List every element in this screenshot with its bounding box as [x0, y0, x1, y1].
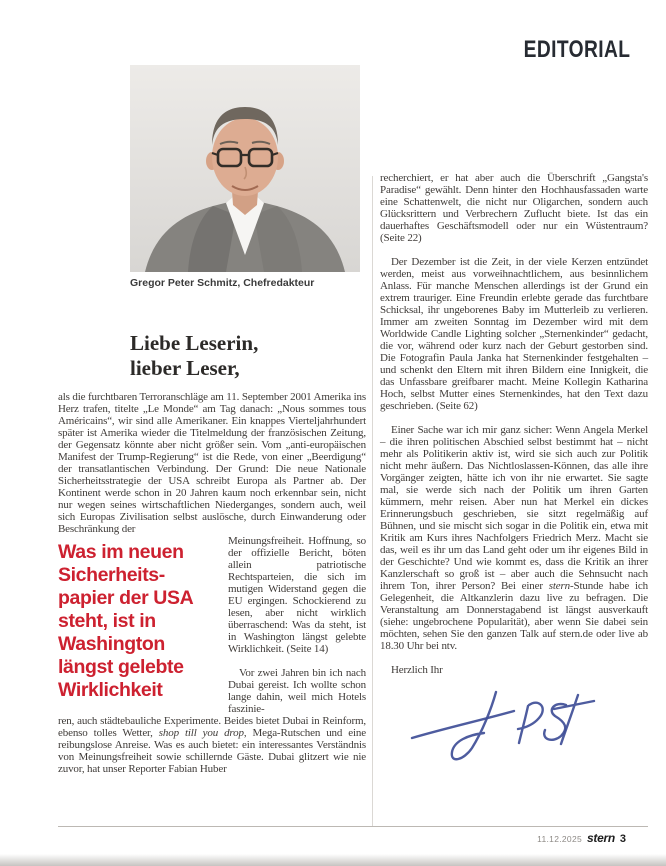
footer-rule — [58, 826, 648, 827]
paragraph-dubai — [58, 715, 366, 775]
signature-stroke — [518, 703, 543, 743]
salutation-line-1: Liebe Leserin, — [130, 331, 259, 355]
pull-quote-line: Was im neuen — [58, 541, 184, 563]
pull-quote-line: Washington — [58, 633, 165, 655]
pull-quote-line: längst gelebte — [58, 656, 184, 678]
pull-quote — [58, 535, 228, 715]
pullquote-row — [58, 535, 366, 715]
paragraph-usa-strategy: als die furchtbaren Terroranschläge am 11. September 2001 Amerika ins Herz trafen, titelte „Le Monde“ am Tag danach: „Nous sommes tous Américains“, wir sind alle Amerikaner. Ein knappes Vierteljahrhundert später ist Amerika wieder die Titelmeldung der französischen Zeitung, der Gegensatz könnte aber nicht größer sein. Vom „anti-europäischen Manifest der Trump-Regierung“ ist die Rede, von einer „Beerdigung“ der transatlantischen Verbindung. Der Grund: Die neue Nationale Sicherheitsstrategie der USA schreibt Europa als Partner ab. Der Kontinent werde schon in 20 Jahren kaum noch erkennbar sein, nicht nur wegen seines wirtschaftlichen Niederganges, sondern auch, weil sich Europas Zivilisation selbst auslösche, durch Einwanderung oder Beschränkung der — [58, 391, 366, 535]
paragraph-dubai-text-2: , Mega-Rutschen und eine reibungslose Anreise. Was es auch bietet: ein interessantes Verständnis von Meinungsfreiheit sowie schillernde Gäste. Dubai glitzert wie nie zuvor, hat unser Reporter Fabian Huber — [58, 727, 367, 775]
page-footer — [537, 831, 626, 845]
footer-brand: stern — [587, 831, 615, 845]
italic-word-stern: stern — [548, 580, 570, 592]
salutation-line-2: lieber Leser, — [130, 356, 240, 380]
section-label: EDITORIAL — [523, 36, 630, 63]
paragraph-merkel-text-1: Einer Sache war ich mir ganz sicher: Wenn Angela Merkel – die ihren politischen Abschied selbst bestimmt hat – nicht mehr als Politikerin aktiv ist, wird sie sich auch zur Politik nicht mehr äußern. Das Nichtloslassen-Können, das alle ihre Vorgänger zeigten, hätte ich von ihr nie erwartet. Sie sagte mal, sie werde sich nach der Politik um ihren Garten kümmern, mehr reisen. Aber nun hat Merkel ein dickes Erinnerungsbuch geschrieben, sie sitzt regelmäßig auf Bühnen, und sie mischt sich sogar in die Politik ein, etwa mit Kritik am Kurs ihres Nachfolgers Friedrich Merz. Macht sie das, weil es ihr um das Land geht oder um ihr eigenes Bild in der Geschichte? Und wie kommt es, dass die Kritik an ihrer Kanzlerschaft so groß ist – aber auch die Sehnsucht nach ihrem Ton, ihrer Person? Bei einer — [380, 424, 648, 592]
closing-line: Herzlich Ihr — [391, 664, 443, 676]
pull-quote-line: Sicherheits- — [58, 564, 165, 586]
pull-quote-line: steht, ist in — [58, 610, 156, 632]
paragraph-dubai-end: recherchiert, er hat aber auch die Überschrift „Gangsta's Paradise“ gewählt. Denn hinter den Hochhausfassaden warte eine Schattenwelt, die nicht nur Oligarchen, sondern auch Glücksrittern und Verbrechern Zuflucht biete. Ist das ein dauerhaftes Geschäftsmodell oder nur ein Wüstentraum? (Seite 22) — [380, 172, 648, 244]
wrapped-text-column — [228, 535, 366, 715]
left-column — [58, 331, 366, 775]
paragraph-usa-continued: Meinungsfreiheit. Hoffnung, so der offizielle Bericht, böten allein patriotische Rechtsparteien, die sich im mutigen Widerstand gegen die EU ergingen. Schockierend zu lesen, aber nicht wirklich überraschend: Was da steht, ist in Washington längst gelebte Wirklichkeit. (Seite 14) — [228, 535, 366, 655]
portrait-photo — [130, 65, 360, 272]
paragraph-sternenkinder: Der Dezember ist die Zeit, in der viele Kerzen entzündet werden, meist aus vorweihnachtlichem, aus besinnlichem Anlass. Für manche Menschen allerdings ist der Grund ein extrem trauriger. Eine Freundin erlebte gerade das furchtbare Schicksal, ihr ungeborenes Baby im Mutterleib zu verlieren. Immer am zweiten Sonntag im Dezember wird mit dem Worldwide Candle Lighting solcher „Sternenkinder“ gedacht, die vor, während oder kurz nach der Geburt gestorben sind. Die Fotografin Paula Janka hat Sternenkinder festgehalten – und schenkt den Eltern mit ihren Bildern eine Innigkeit, die das Unfassbare greifbarer macht. Meine Kollegin Katharina Hoch, selbst Mutter eines Sternenkindes, hat den Text dazu geschrieben. (Seite 62) — [380, 256, 648, 412]
italic-phrase-shop-till-you-drop: shop till you drop — [158, 727, 244, 739]
pull-quote-line: papier der USA — [58, 587, 194, 609]
signature-image — [408, 680, 608, 762]
paragraph-dubai-start: Vor zwei Jahren bin ich nach Dubai gereist. Ich wollte schon lange dahin, weil mich Hotels faszinie- — [228, 667, 366, 715]
pull-quote-line: Wirklichkeit — [58, 679, 163, 701]
footer-page-number: 3 — [619, 833, 626, 845]
photo-caption: Gregor Peter Schmitz, Chefredakteur — [130, 277, 315, 289]
page-bottom-shade — [0, 854, 666, 866]
column-divider — [372, 176, 373, 826]
paragraph-dubai-text-1: ren, auch städtebauliche Experimente. Beides bietet Dubai in Reinform, ebenso tolles Wetter, — [58, 715, 366, 739]
right-column — [380, 172, 648, 762]
footer-date: 11.12.2025 — [537, 834, 583, 844]
paragraph-merkel — [380, 424, 648, 652]
salutation-heading — [130, 331, 366, 381]
paragraph-merkel-text-2: -Stunde habe ich Gelegenheit, die Altkanzlerin dazu live zu befragen. Die Veranstaltung am Donnerstagabend ist längst ausverkauft (siehe: ungebrochene Popularität), aber wenn Sie dabei sein möchten, sehen Sie den ganzen Talk auf stern.de oder live ab 18.30 Uhr bei ntv. — [380, 580, 648, 652]
signature-stroke — [412, 711, 514, 738]
face-shape — [212, 118, 278, 196]
